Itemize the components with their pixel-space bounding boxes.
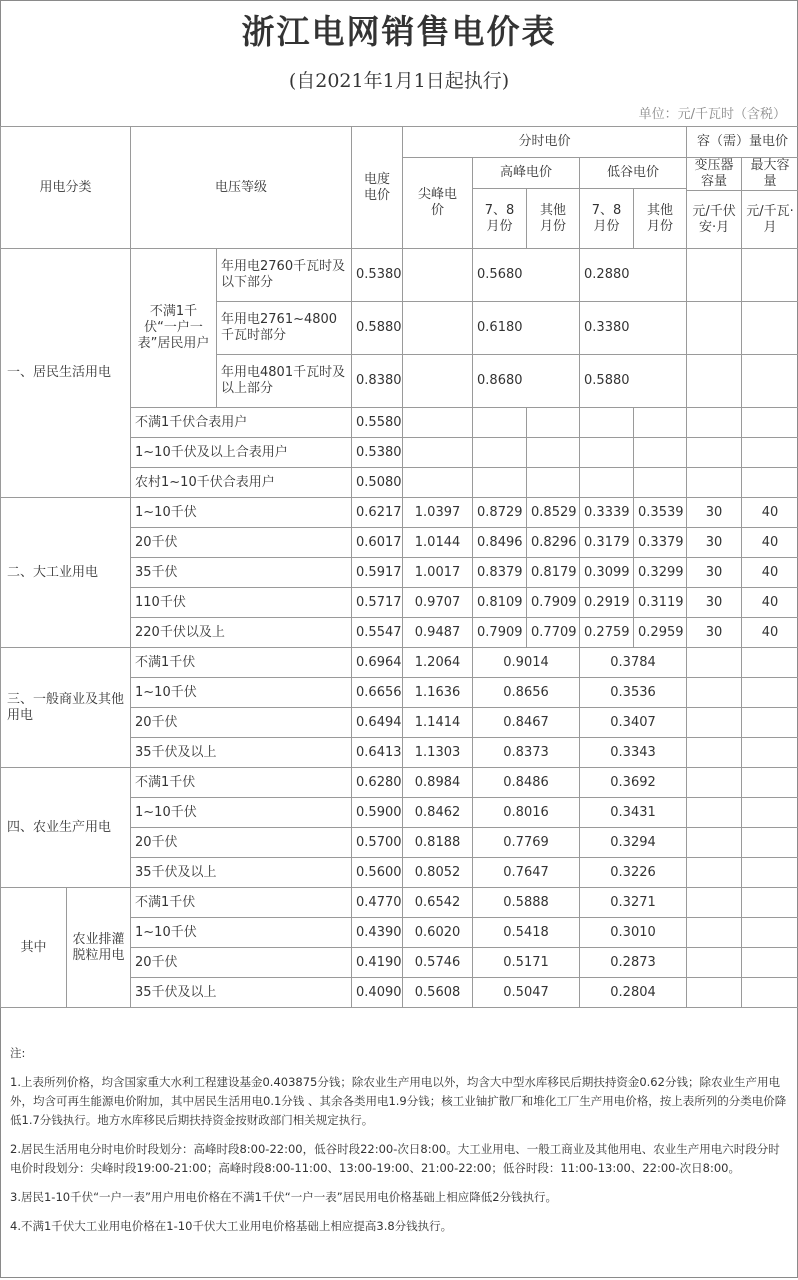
empty-cell (403, 438, 473, 468)
table-row (1, 249, 798, 302)
empty-cell (403, 468, 473, 498)
voltage-label: 1~10千伏及以上合表用户 (131, 438, 352, 468)
energy-price-cell: 0.6017 (352, 528, 403, 558)
peak-cell: 0.6542 (403, 888, 473, 918)
low-price-cell: 0.5880 (580, 355, 687, 408)
empty-cell (580, 468, 634, 498)
low-jul-aug-cell: 0.3099 (580, 558, 634, 588)
peak-cell: 1.1303 (403, 738, 473, 768)
voltage-label: 1~10千伏 (131, 498, 352, 528)
low-other-cell: 0.3119 (634, 588, 687, 618)
low-price-cell: 0.3343 (580, 738, 687, 768)
voltage-label: 35千伏 (131, 558, 352, 588)
transformer-cell (687, 738, 742, 768)
maxdemand-cell: 40 (742, 498, 798, 528)
low-jul-aug-cell: 0.2759 (580, 618, 634, 648)
voltage-label: 35千伏及以上 (131, 858, 352, 888)
high-price-cell: 0.8486 (473, 768, 580, 798)
category-residential: 一、居民生活用电 (1, 249, 131, 498)
peak-cell: 1.1414 (403, 708, 473, 738)
maxdemand-cell (742, 678, 798, 708)
low-jul-aug-cell: 0.3339 (580, 498, 634, 528)
peak-cell: 0.8984 (403, 768, 473, 798)
energy-price-cell: 0.8380 (352, 355, 403, 408)
high-price-cell: 0.7647 (473, 858, 580, 888)
energy-price-cell: 0.4390 (352, 918, 403, 948)
low-price-cell: 0.3536 (580, 678, 687, 708)
col-high-header: 高峰电价 (473, 158, 580, 189)
energy-price-cell: 0.6656 (352, 678, 403, 708)
empty-cell (687, 438, 742, 468)
high-price-cell: 0.8656 (473, 678, 580, 708)
maxdemand-cell: 40 (742, 618, 798, 648)
transformer-cell (687, 918, 742, 948)
high-price-cell: 0.5047 (473, 978, 580, 1008)
voltage-label: 20千伏 (131, 708, 352, 738)
voltage-label: 220千伏以及上 (131, 618, 352, 648)
high-other-cell: 0.8529 (527, 498, 580, 528)
low-price-cell: 0.3692 (580, 768, 687, 798)
maxdemand-cell (742, 948, 798, 978)
peak-cell: 0.9487 (403, 618, 473, 648)
maxdemand-cell (742, 355, 798, 408)
energy-price-cell: 0.5580 (352, 408, 403, 438)
energy-price-cell: 0.4190 (352, 948, 403, 978)
price-table-body (1, 127, 798, 1008)
low-price-cell: 0.2873 (580, 948, 687, 978)
peak-cell: 1.1636 (403, 678, 473, 708)
peak-cell: 0.8462 (403, 798, 473, 828)
low-other-cell: 0.3299 (634, 558, 687, 588)
voltage-label: 20千伏 (131, 948, 352, 978)
unit-kva: 元/千伏安·月 (687, 191, 742, 249)
col-low-other: 其他月份 (634, 189, 687, 249)
empty-cell (687, 468, 742, 498)
transformer-cell (687, 678, 742, 708)
maxdemand-cell (742, 978, 798, 1008)
low-price-cell: 0.3784 (580, 648, 687, 678)
col-high-jul-aug: 7、8月份 (473, 189, 527, 249)
energy-price-cell: 0.5080 (352, 468, 403, 498)
peak-cell: 0.9707 (403, 588, 473, 618)
empty-cell (742, 408, 798, 438)
maxdemand-cell (742, 828, 798, 858)
empty-cell (742, 438, 798, 468)
voltage-label: 110千伏 (131, 588, 352, 618)
maxdemand-cell (742, 918, 798, 948)
energy-price-cell: 0.5380 (352, 249, 403, 302)
maxdemand-cell (742, 302, 798, 355)
energy-price-cell: 0.6494 (352, 708, 403, 738)
unit-label: 单位：元/千瓦时（含税） (638, 107, 786, 122)
high-other-cell: 0.8296 (527, 528, 580, 558)
low-price-cell: 0.2804 (580, 978, 687, 1008)
high-price-cell: 0.5418 (473, 918, 580, 948)
high-price-cell: 0.8680 (473, 355, 580, 408)
empty-cell (687, 408, 742, 438)
transformer-cell (687, 798, 742, 828)
peak-cell (403, 302, 473, 355)
page-subtitle: (自2021年1月1日起执行) (288, 70, 510, 92)
transformer-cell: 30 (687, 558, 742, 588)
maxdemand-cell (742, 708, 798, 738)
col-voltage-header: 电压等级 (131, 127, 352, 249)
low-price-cell: 0.3431 (580, 798, 687, 828)
col-tou-header: 分时电价 (403, 127, 687, 158)
low-price-cell: 0.3407 (580, 708, 687, 738)
high-price-cell: 0.5680 (473, 249, 580, 302)
energy-price-cell: 0.5917 (352, 558, 403, 588)
voltage-group-label: 不满1千伏“一户一表”居民用户 (131, 249, 217, 408)
peak-cell: 0.5608 (403, 978, 473, 1008)
high-other-cell: 0.7709 (527, 618, 580, 648)
energy-price-cell: 0.5380 (352, 438, 403, 468)
empty-cell (473, 438, 527, 468)
transformer-cell: 30 (687, 528, 742, 558)
page-title: 浙江电网销售电价表 (241, 12, 557, 51)
high-price-cell: 0.5888 (473, 888, 580, 918)
col-capacity-header: 容（需）量电价 (687, 127, 798, 158)
peak-cell: 0.8188 (403, 828, 473, 858)
empty-cell (634, 468, 687, 498)
energy-price-cell: 0.4770 (352, 888, 403, 918)
low-other-cell: 0.3539 (634, 498, 687, 528)
transformer-cell (687, 648, 742, 678)
col-maxdemand-header: 最大容量 (742, 158, 798, 191)
empty-cell (634, 408, 687, 438)
col-energy-price-header: 电度电价 (352, 127, 403, 249)
notes-heading: 注: (10, 1046, 26, 1060)
peak-cell: 1.0144 (403, 528, 473, 558)
low-price-cell: 0.3226 (580, 858, 687, 888)
maxdemand-cell (742, 798, 798, 828)
high-jul-aug-cell: 0.8729 (473, 498, 527, 528)
maxdemand-cell (742, 768, 798, 798)
transformer-cell (687, 249, 742, 302)
maxdemand-cell: 40 (742, 588, 798, 618)
header-row (1, 127, 798, 158)
transformer-cell (687, 888, 742, 918)
empty-cell (634, 438, 687, 468)
voltage-label: 不满1千伏 (131, 888, 352, 918)
peak-cell: 0.8052 (403, 858, 473, 888)
high-price-cell: 0.5171 (473, 948, 580, 978)
high-price-cell: 0.8016 (473, 798, 580, 828)
empty-cell (473, 408, 527, 438)
empty-cell (473, 468, 527, 498)
empty-cell (527, 438, 580, 468)
category-irrigation: 其中 (1, 888, 67, 1008)
energy-price-cell: 0.6413 (352, 738, 403, 768)
unit-kw: 元/千瓦·月 (742, 191, 798, 249)
high-other-cell: 0.8179 (527, 558, 580, 588)
maxdemand-cell (742, 738, 798, 768)
voltage-label: 1~10千伏 (131, 798, 352, 828)
table-row (1, 888, 798, 918)
voltage-label: 20千伏 (131, 828, 352, 858)
low-price-cell: 0.2880 (580, 249, 687, 302)
high-price-cell: 0.9014 (473, 648, 580, 678)
high-jul-aug-cell: 0.8379 (473, 558, 527, 588)
voltage-label: 35千伏及以上 (131, 738, 352, 768)
col-high-other: 其他月份 (527, 189, 580, 249)
col-low-jul-aug: 7、8月份 (580, 189, 634, 249)
energy-price-cell: 0.5700 (352, 828, 403, 858)
energy-price-cell: 0.6217 (352, 498, 403, 528)
maxdemand-cell (742, 249, 798, 302)
high-jul-aug-cell: 0.7909 (473, 618, 527, 648)
transformer-cell: 30 (687, 498, 742, 528)
tier-label: 年用电2760千瓦时及以下部分 (217, 249, 352, 302)
energy-price-cell: 0.5717 (352, 588, 403, 618)
energy-price-cell: 0.6280 (352, 768, 403, 798)
transformer-cell (687, 302, 742, 355)
voltage-label: 1~10千伏 (131, 918, 352, 948)
energy-price-cell: 0.4090 (352, 978, 403, 1008)
empty-cell (742, 468, 798, 498)
high-price-cell: 0.7769 (473, 828, 580, 858)
empty-cell (580, 438, 634, 468)
transformer-cell (687, 768, 742, 798)
table-row (1, 648, 798, 678)
maxdemand-cell: 40 (742, 558, 798, 588)
peak-cell: 0.5746 (403, 948, 473, 978)
energy-price-cell: 0.5600 (352, 858, 403, 888)
peak-cell: 1.0017 (403, 558, 473, 588)
maxdemand-cell (742, 888, 798, 918)
low-price-cell: 0.3294 (580, 828, 687, 858)
transformer-cell (687, 978, 742, 1008)
note-1: 1.上表所列价格，均含国家重大水利工程建设基金0.403875分钱；除农业生产用电以外，均含大中型水库移民后期扶持资金0.62分钱；除农业生产用电外，均含可再生能源电价附加，其中居民生活用电0.1分钱 、其余各类用电1.9分钱；核工业铀扩散厂和堆化工厂生产用电价格，按上表所列的分类电价降低1.7分钱执行。地方水库移民后期扶持资金按财政部门相关规定执行。 (10, 1075, 787, 1127)
empty-cell (403, 408, 473, 438)
high-jul-aug-cell: 0.8109 (473, 588, 527, 618)
transformer-cell (687, 948, 742, 978)
maxdemand-cell: 40 (742, 528, 798, 558)
empty-cell (527, 408, 580, 438)
price-table (0, 126, 798, 1008)
low-price-cell: 0.3271 (580, 888, 687, 918)
high-other-cell: 0.7909 (527, 588, 580, 618)
voltage-label: 1~10千伏 (131, 678, 352, 708)
col-transformer-header: 变压器容量 (687, 158, 742, 191)
voltage-label: 不满1千伏 (131, 768, 352, 798)
voltage-label: 20千伏 (131, 528, 352, 558)
note-3: 3.居民1-10千伏“一户一表”用户用电价格在不满1千伏“一户一表”居民用电价格基础上相应降低2分钱执行。 (10, 1190, 558, 1204)
transformer-cell (687, 828, 742, 858)
col-low-header: 低谷电价 (580, 158, 687, 189)
peak-cell (403, 355, 473, 408)
low-price-cell: 0.3380 (580, 302, 687, 355)
maxdemand-cell (742, 648, 798, 678)
voltage-label: 不满1千伏合表用户 (131, 408, 352, 438)
peak-cell (403, 249, 473, 302)
peak-cell: 0.6020 (403, 918, 473, 948)
transformer-cell (687, 858, 742, 888)
category-agriculture: 四、农业生产用电 (1, 768, 131, 888)
empty-cell (580, 408, 634, 438)
transformer-cell: 30 (687, 618, 742, 648)
category-industrial: 二、大工业用电 (1, 498, 131, 648)
transformer-cell: 30 (687, 588, 742, 618)
voltage-label: 35千伏及以上 (131, 978, 352, 1008)
table-row (1, 498, 798, 528)
high-jul-aug-cell: 0.8496 (473, 528, 527, 558)
category-commercial: 三、一般商业及其他用电 (1, 648, 131, 768)
low-other-cell: 0.3379 (634, 528, 687, 558)
energy-price-cell: 0.5900 (352, 798, 403, 828)
col-category-header: 用电分类 (1, 127, 131, 249)
tier-label: 年用电4801千瓦时及以上部分 (217, 355, 352, 408)
tier-label: 年用电2761~4800千瓦时部分 (217, 302, 352, 355)
peak-cell: 1.2064 (403, 648, 473, 678)
low-price-cell: 0.3010 (580, 918, 687, 948)
table-row (1, 768, 798, 798)
irrigation-sub-label: 农业排灌脱粒用电 (67, 888, 131, 1008)
energy-price-cell: 0.5547 (352, 618, 403, 648)
note-2: 2.居民生活用电分时电价时段划分：高峰时段8:00-22:00，低谷时段22:00-次日8:00。大工业用电、一般工商业及其他用电、农业生产用电六时段分时电价时段划分：尖峰时段19:00-21:00；高峰时段8:00-11:00、13:00-19:00、21:00-22:00；低谷时段：11:00-13:00、22:00-次日8:00。 (10, 1142, 780, 1175)
voltage-label: 不满1千伏 (131, 648, 352, 678)
voltage-label: 农村1~10千伏合表用户 (131, 468, 352, 498)
notes (0, 1030, 798, 1236)
high-price-cell: 0.8467 (473, 708, 580, 738)
low-jul-aug-cell: 0.3179 (580, 528, 634, 558)
high-price-cell: 0.8373 (473, 738, 580, 768)
transformer-cell (687, 708, 742, 738)
low-jul-aug-cell: 0.2919 (580, 588, 634, 618)
peak-cell: 1.0397 (403, 498, 473, 528)
empty-cell (527, 468, 580, 498)
energy-price-cell: 0.6964 (352, 648, 403, 678)
maxdemand-cell (742, 858, 798, 888)
note-4: 4.不满1千伏大工业用电价格在1-10千伏大工业用电价格基础上相应提高3.8分钱执行。 (10, 1219, 453, 1233)
high-price-cell: 0.6180 (473, 302, 580, 355)
energy-price-cell: 0.5880 (352, 302, 403, 355)
low-other-cell: 0.2959 (634, 618, 687, 648)
transformer-cell (687, 355, 742, 408)
col-peak-header: 尖峰电价 (403, 158, 473, 249)
